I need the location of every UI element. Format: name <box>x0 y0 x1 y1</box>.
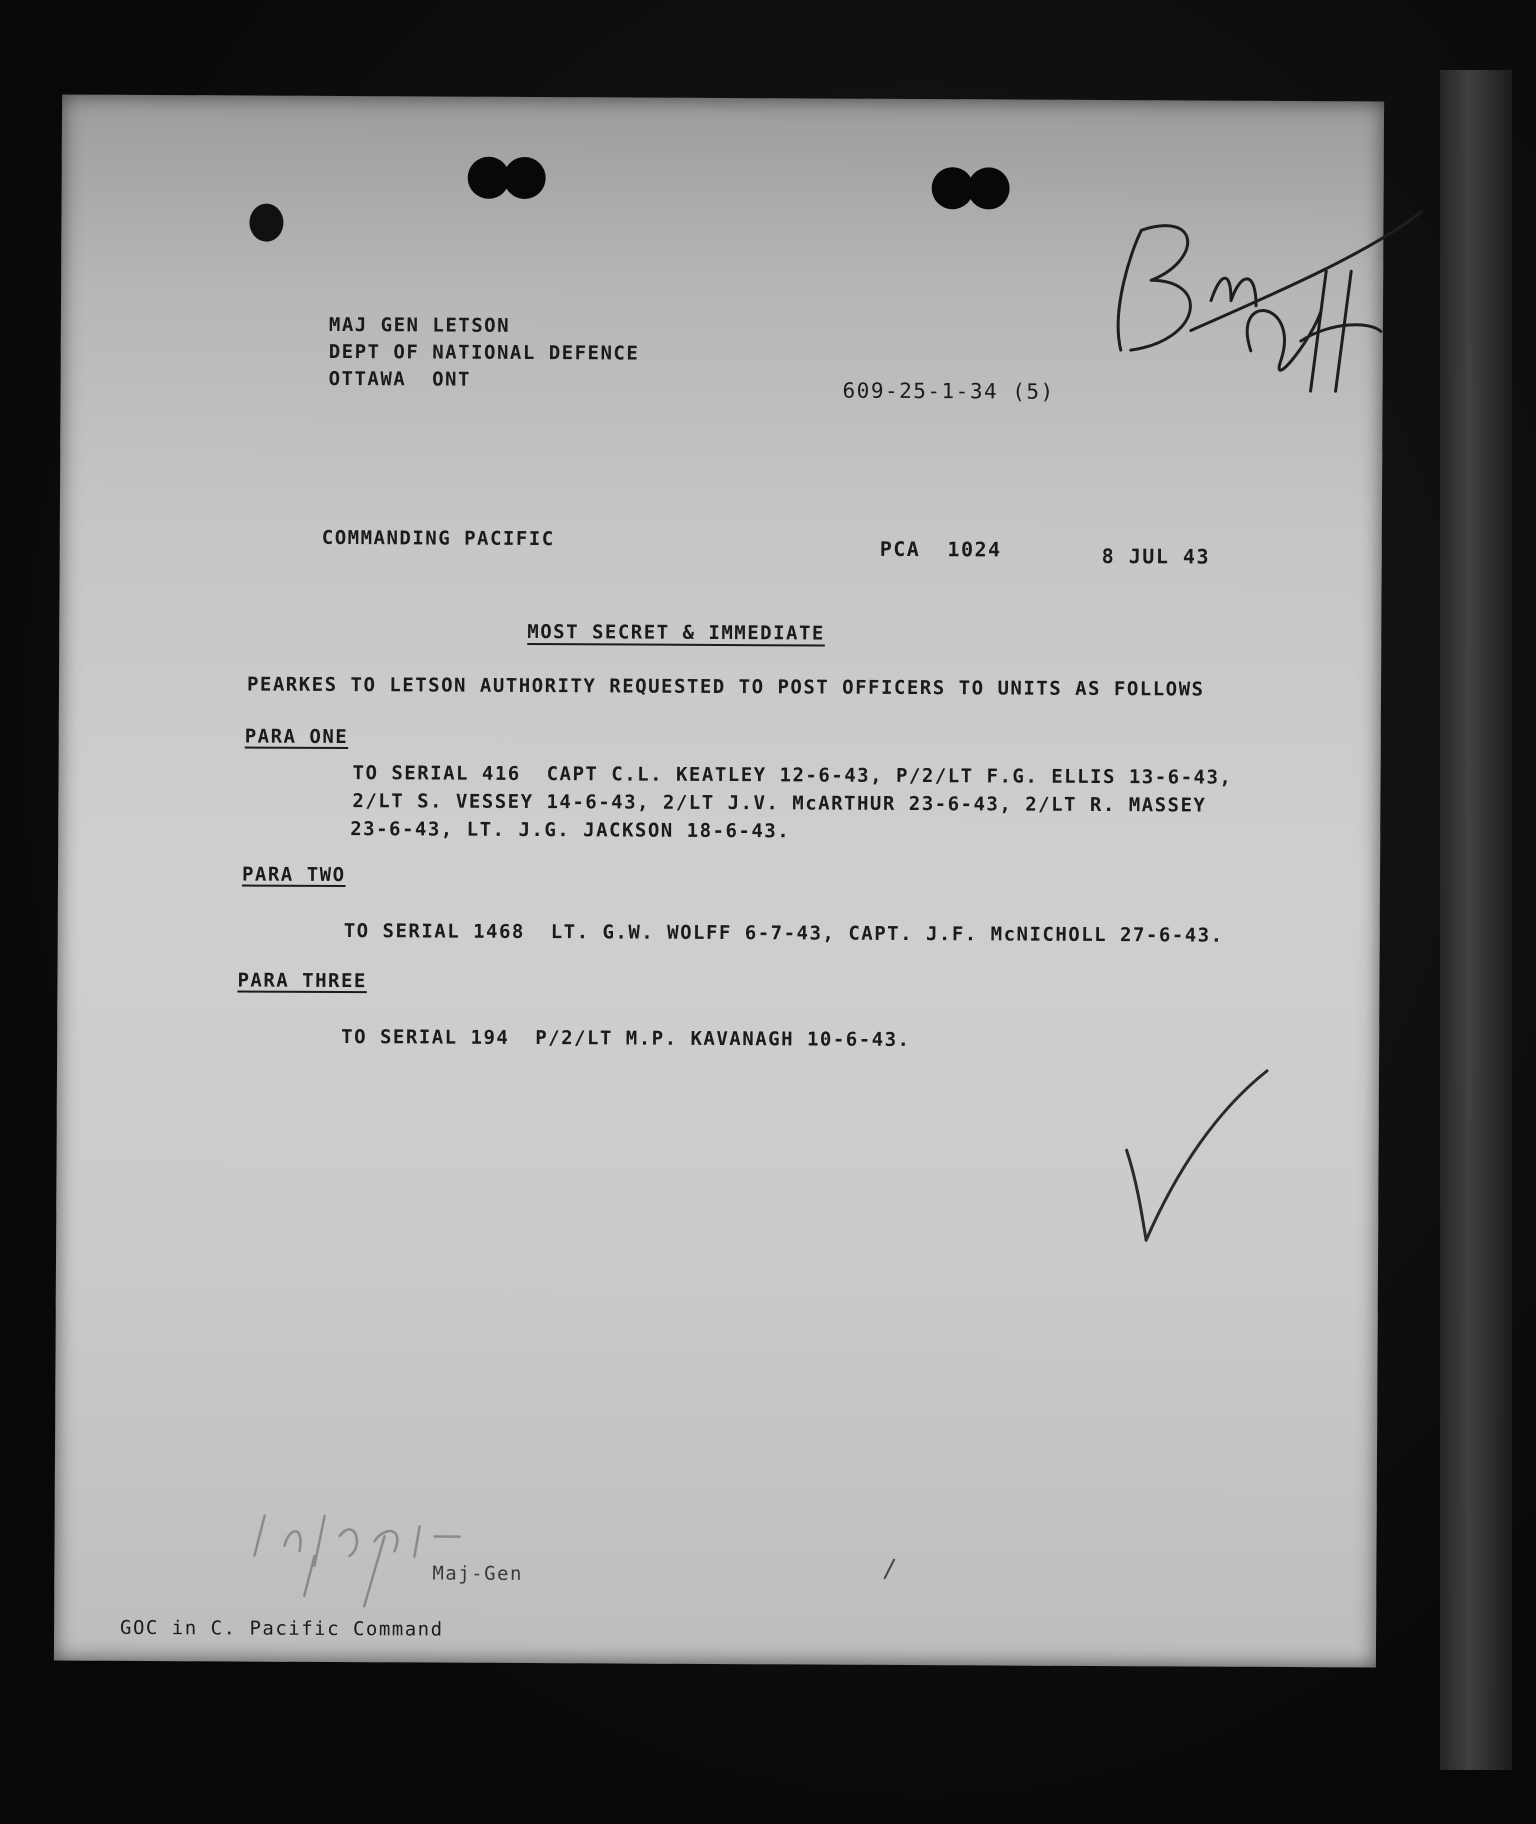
initials-mark <box>1081 190 1402 392</box>
faint-signature <box>244 1496 485 1607</box>
classification: MOST SECRET & IMMEDIATE <box>527 620 825 645</box>
sender: COMMANDING PACIFIC <box>321 526 555 551</box>
addressee-department: DEPT OF NATIONAL DEFENCE <box>328 340 640 365</box>
para-one-line: 23-6-43, LT. J.G. JACKSON 18-6-43. <box>350 818 791 843</box>
para-one-line: TO SERIAL 416 CAPT C.L. KEATLEY 12-6-43, P/2/LT F.G. ELLIS 13-6-43, <box>352 762 1233 789</box>
file-number: 609-25-1-34 (5) <box>842 378 1055 404</box>
intro-line: PEARKES TO LETSON AUTHORITY REQUESTED TO POST OFFICERS TO UNITS AS FOLLOWS <box>246 673 1205 701</box>
message-reference: PCA 1024 <box>879 536 1002 562</box>
addressee-city: OTTAWA ONT <box>328 367 472 391</box>
ink-smudge <box>249 204 283 242</box>
message-date: 8 JUL 43 <box>1101 543 1211 569</box>
signature-title: GOC in C. Pacific Command <box>120 1616 444 1641</box>
para-one-heading: PARA ONE <box>244 725 349 749</box>
punch-hole <box>504 157 546 199</box>
para-three-line: TO SERIAL 194 P/2/LT M.P. KAVANAGH 10-6-43. <box>341 1026 911 1052</box>
addressee-name: MAJ GEN LETSON <box>328 313 511 337</box>
document-page <box>54 95 1384 1668</box>
check-mark <box>1116 1060 1277 1261</box>
punch-hole <box>968 167 1010 209</box>
para-one-line: 2/LT S. VESSEY 14-6-43, 2/LT J.V. McARTHUR 23-6-43, 2/LT R. MASSEY <box>352 790 1207 817</box>
para-three-heading: PARA THREE <box>237 969 367 993</box>
signature-rank: Maj-Gen <box>432 1562 524 1585</box>
film-edge <box>1440 70 1512 1770</box>
para-two-line: TO SERIAL 1468 LT. G.W. WOLFF 6-7-43, CAPT. J.F. McNICHOLL 27-6-43. <box>343 920 1224 947</box>
para-two-heading: PARA TWO <box>241 863 346 887</box>
